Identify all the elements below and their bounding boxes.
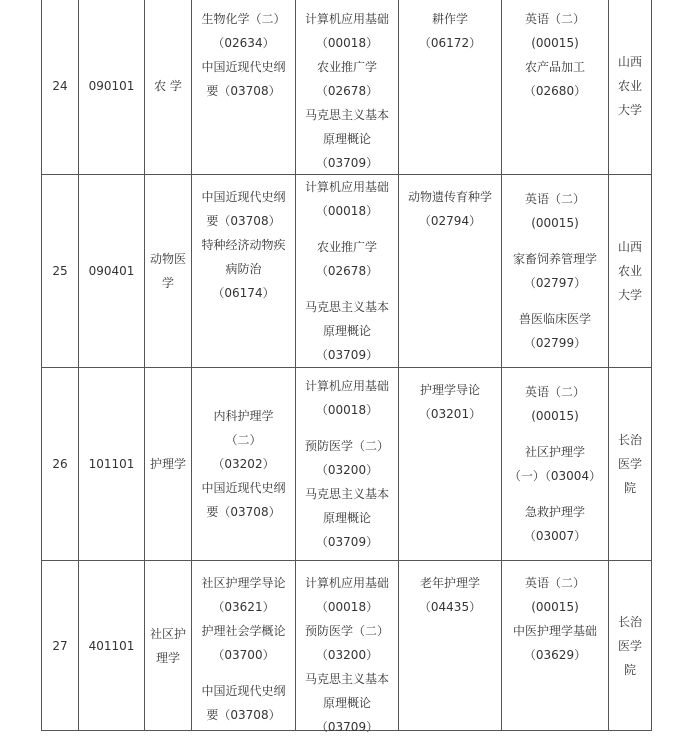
course-line: 马克思主义基本 xyxy=(304,300,389,314)
exam-courses-col-2 xyxy=(296,175,399,368)
major-name: 社区护 理学 xyxy=(145,561,192,731)
course-line: （02634） xyxy=(212,36,275,50)
course-line: （一）（03004） xyxy=(508,469,602,483)
course-line: 动物遗传育种学 xyxy=(407,190,492,204)
course-line: (00015) xyxy=(531,600,579,614)
course-line: 农产品加工 xyxy=(524,60,585,74)
course-line: 原理概论 xyxy=(322,696,371,710)
school-name: 山西 农业 大学 xyxy=(609,175,652,368)
exam-courses-col-3 xyxy=(399,561,502,731)
course-line: 预防医学（二） xyxy=(304,439,389,453)
exam-courses-col-4 xyxy=(502,368,609,561)
course-line: （00018） xyxy=(315,36,379,50)
course-line: 计算机应用基础 xyxy=(304,180,389,194)
table-row xyxy=(42,0,652,175)
course-line: 病防治 xyxy=(225,262,262,276)
major-code: 101101 xyxy=(79,368,145,561)
major-name: 农 学 xyxy=(145,0,192,175)
course-line: 要（03708） xyxy=(206,84,281,98)
course-line: （03621） xyxy=(212,600,275,614)
exam-courses-col-1 xyxy=(192,175,296,368)
course-line: 兽医临床医学 xyxy=(518,312,591,326)
course-line: （02794） xyxy=(418,214,482,228)
course-line: 要（03708） xyxy=(206,708,281,722)
course-line: 预防医学（二） xyxy=(304,624,389,638)
course-line: 原理概论 xyxy=(322,324,371,338)
row-number: 26 xyxy=(42,368,79,561)
course-line: （03200） xyxy=(315,648,379,662)
course-line: （03629） xyxy=(523,648,587,662)
course-line: 英语（二） xyxy=(524,576,585,590)
exam-courses-col-1 xyxy=(192,561,296,731)
school-name: 山西 农业 大学 xyxy=(609,0,652,175)
course-line: 英语（二） xyxy=(524,385,585,399)
exam-courses-col-1 xyxy=(192,368,296,561)
course-line: 原理概论 xyxy=(322,132,371,146)
exam-courses-col-1 xyxy=(192,0,296,175)
course-line: （03202） xyxy=(212,457,275,471)
exam-schedule-table xyxy=(41,0,652,734)
exam-courses-col-2 xyxy=(296,0,399,175)
course-line: （04435） xyxy=(418,600,482,614)
row-number: 27 xyxy=(42,561,79,731)
exam-courses-col-4 xyxy=(502,561,609,731)
school-name: 长治 医学 院 xyxy=(609,561,652,731)
course-line: 原理概论 xyxy=(322,511,371,525)
course-line: （02680） xyxy=(523,84,587,98)
school-name: 长治 医学 院 xyxy=(609,368,652,561)
exam-courses-col-2 xyxy=(296,561,399,734)
course-line: （02678） xyxy=(315,84,379,98)
exam-courses-col-3 xyxy=(399,175,502,368)
course-line: 护理学导论 xyxy=(419,383,480,397)
course-line: （03007） xyxy=(523,529,587,543)
course-line: 农业推广学 xyxy=(316,240,377,254)
course-line: 农业推广学 xyxy=(316,60,377,74)
course-line: 要（03708） xyxy=(206,214,281,228)
course-line: 英语（二） xyxy=(524,192,585,206)
course-line: 生物化学（二） xyxy=(201,12,286,26)
course-line: 家畜饲养管理学 xyxy=(512,252,597,266)
row-number: 25 xyxy=(42,175,79,368)
course-line: 特种经济动物疾 xyxy=(201,238,286,252)
course-line: （00018） xyxy=(315,403,379,417)
course-line: （06174） xyxy=(212,286,275,300)
course-line: 社区护理学导论 xyxy=(201,576,286,590)
major-code: 090401 xyxy=(79,175,145,368)
exam-courses-col-3 xyxy=(399,368,502,561)
course-line: 中国近现代史纲 xyxy=(201,481,286,495)
course-line: 内科护理学 xyxy=(213,409,274,423)
course-line: （06172） xyxy=(418,36,482,50)
table-row xyxy=(42,368,652,561)
major-name: 护理学 xyxy=(145,368,192,561)
course-line: （03201） xyxy=(418,407,482,421)
course-line: 中国近现代史纲 xyxy=(201,60,286,74)
exam-courses-col-3 xyxy=(399,0,502,175)
course-line: 马克思主义基本 xyxy=(304,487,389,501)
course-line: （02797） xyxy=(523,276,587,290)
major-code: 401101 xyxy=(79,561,145,731)
course-line: 老年护理学 xyxy=(419,576,480,590)
course-line: （03709） xyxy=(315,156,379,170)
course-line: 计算机应用基础 xyxy=(304,576,389,590)
course-line: 急救护理学 xyxy=(524,505,585,519)
course-line: （02678） xyxy=(315,264,379,278)
course-line: （00018） xyxy=(315,204,379,218)
course-line: 计算机应用基础 xyxy=(304,379,389,393)
course-line: 中国近现代史纲 xyxy=(201,684,286,698)
major-code: 090101 xyxy=(79,0,145,175)
course-line: 马克思主义基本 xyxy=(304,672,389,686)
course-line: （二） xyxy=(225,433,262,447)
course-line: 耕作学 xyxy=(431,12,468,26)
course-line: （03709） xyxy=(315,348,379,362)
course-line: （03200） xyxy=(315,463,379,477)
course-line: （03709） xyxy=(315,535,379,549)
course-line: 马克思主义基本 xyxy=(304,108,389,122)
course-line: (00015) xyxy=(531,216,579,230)
course-line: （00018） xyxy=(315,600,379,614)
course-line: （03709） xyxy=(315,720,379,734)
exam-courses-col-4 xyxy=(502,175,609,368)
exam-courses-col-2 xyxy=(296,368,399,561)
course-line: 中医护理学基础 xyxy=(512,624,597,638)
course-line: (00015) xyxy=(531,36,579,50)
course-line: 英语（二） xyxy=(524,12,585,26)
course-line: 社区护理学 xyxy=(524,445,585,459)
course-line: 计算机应用基础 xyxy=(304,12,389,26)
major-name: 动物医 学 xyxy=(145,175,192,368)
course-line: （03700） xyxy=(212,648,275,662)
course-line: 护理社会学概论 xyxy=(201,624,286,638)
row-number: 24 xyxy=(42,0,79,175)
exam-courses-col-4 xyxy=(502,0,609,175)
table-row xyxy=(42,561,652,731)
course-line: 中国近现代史纲 xyxy=(201,190,286,204)
course-line: (00015) xyxy=(531,409,579,423)
table-row xyxy=(42,175,652,368)
course-line: （02799） xyxy=(523,336,587,350)
course-line: 要（03708） xyxy=(206,505,281,519)
